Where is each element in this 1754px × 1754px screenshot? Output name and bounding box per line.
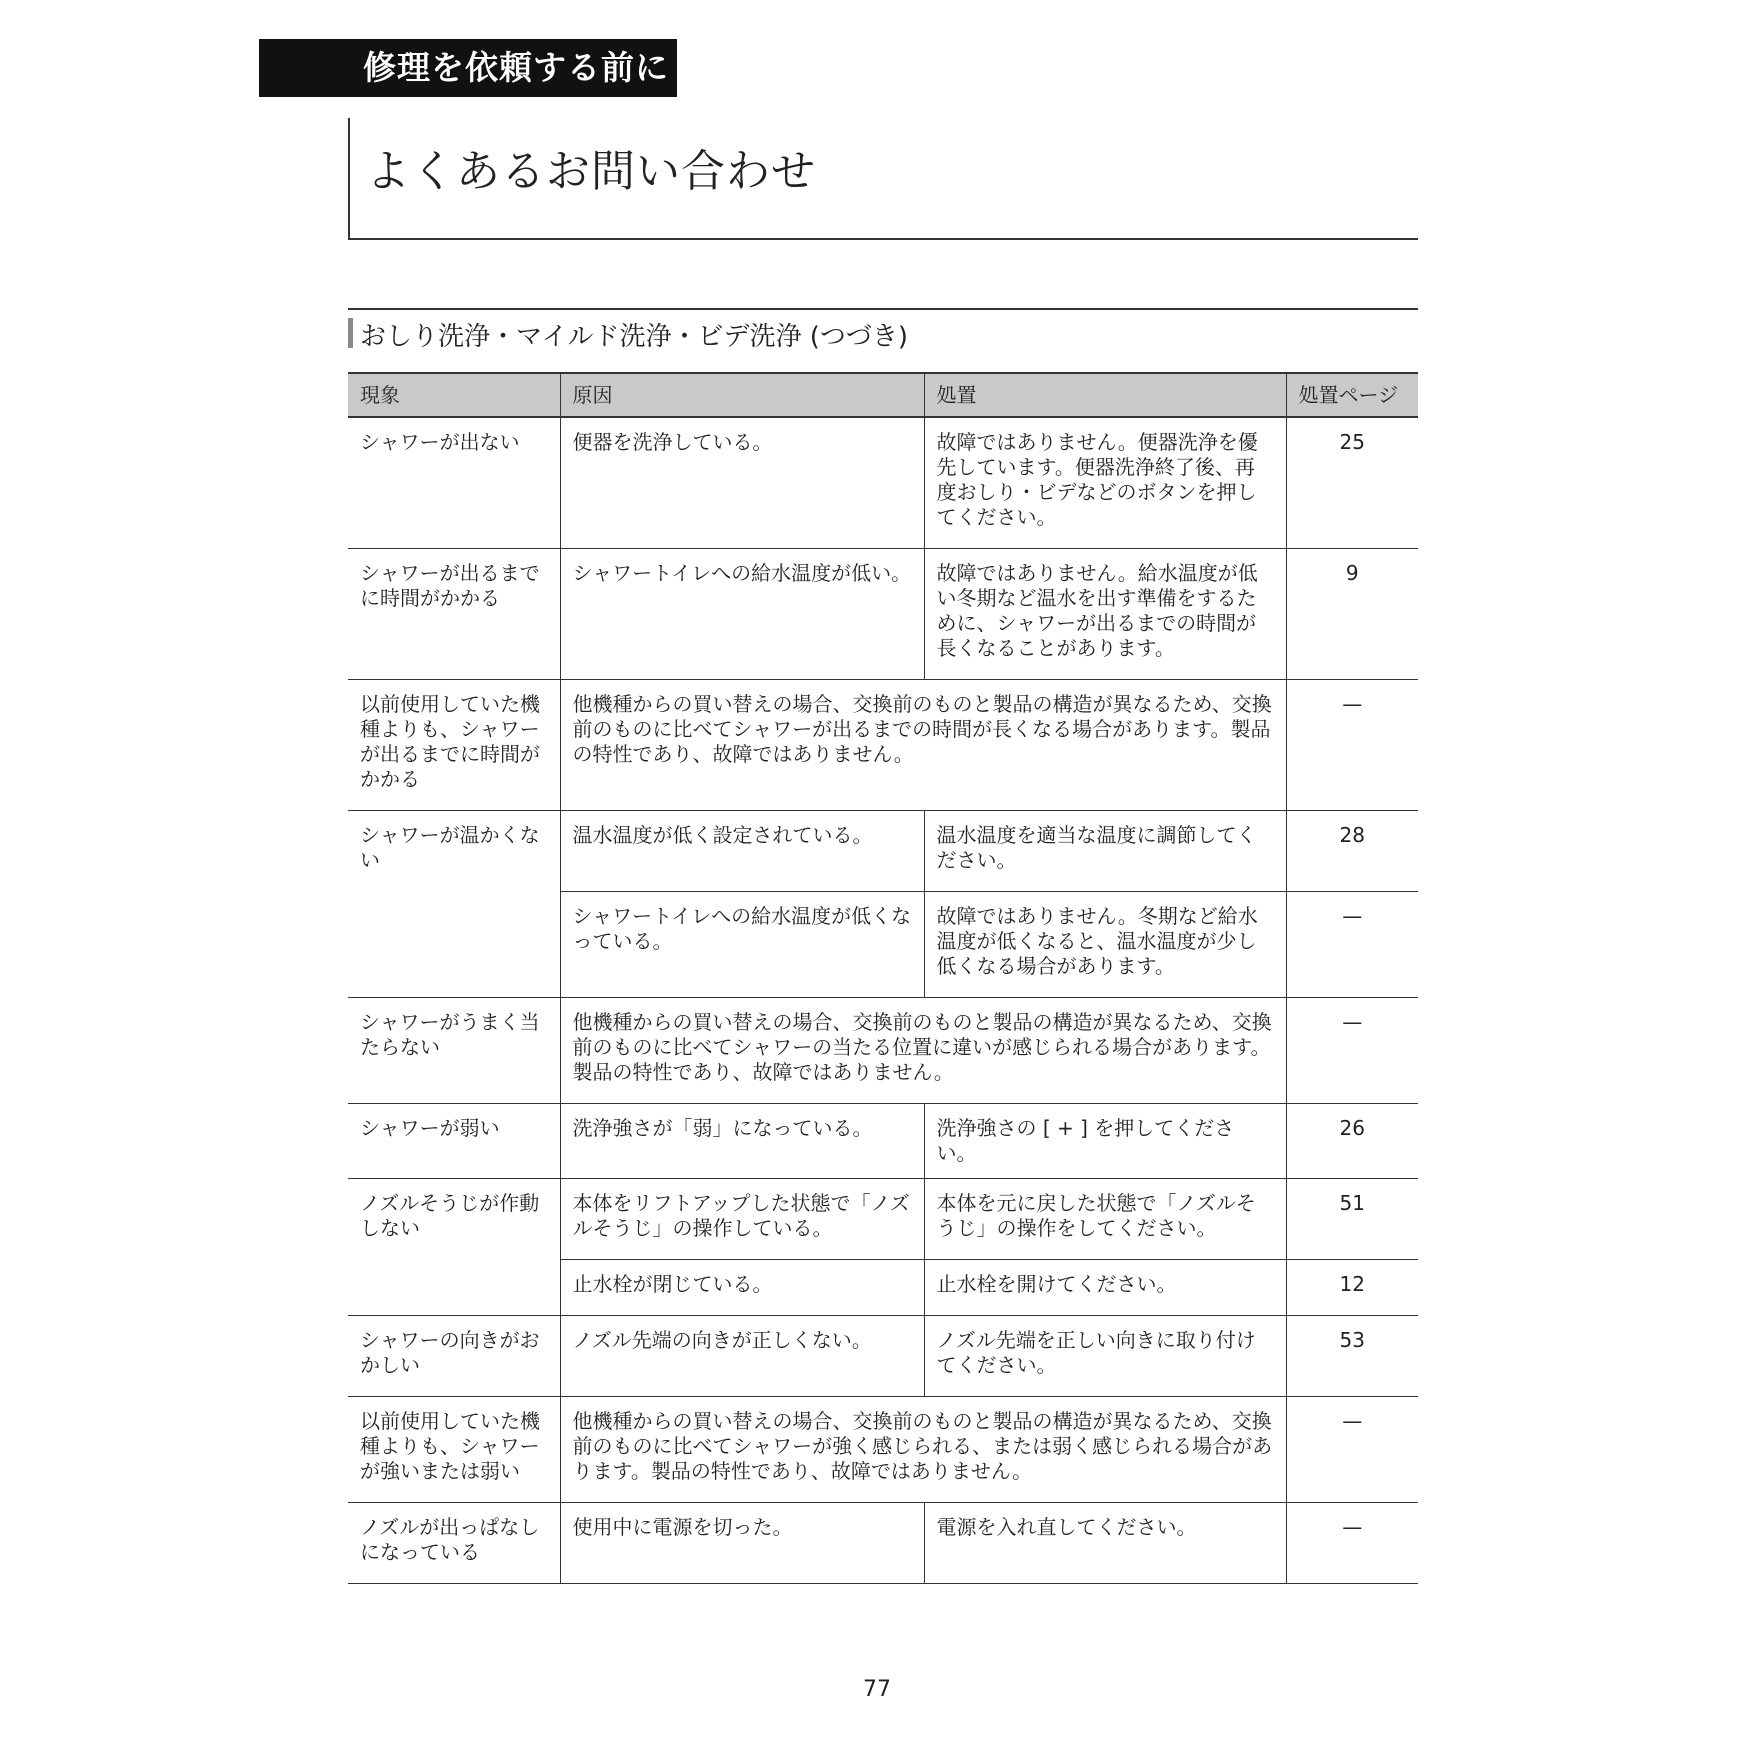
symptom-cell: ノズルそうじが作動しない (348, 1178, 560, 1315)
remedy-cell: 故障ではありません。便器洗浄を優先しています。便器洗浄終了後、再度おしり・ビデなどのボタンを押してください。 (924, 417, 1286, 548)
page-cell: — (1286, 891, 1418, 997)
section-title: おしり洗浄・マイルド洗浄・ビデ洗浄 (つづき) (360, 322, 909, 352)
cause-cell: ノズル先端の向きが正しくない。 (560, 1315, 924, 1396)
remedy-cell: 本体を元に戻した状態で「ノズルそうじ」の操作をしてください。 (924, 1178, 1286, 1259)
table-row (348, 1103, 1418, 1178)
remedy-cell: 温水温度を適当な温度に調節してください。 (924, 810, 1286, 891)
merged-cause-remedy-cell: 他機種からの買い替えの場合、交換前のものと製品の構造が異なるため、交換前のものに比べてシャワーが強く感じられる、または弱く感じられる場合があります。製品の特性であり、故障ではありません。 (560, 1396, 1286, 1502)
chapter-header-label: 修理を依頼する前に (363, 48, 669, 87)
header-page: 処置ページ (1286, 373, 1418, 417)
cause-cell: 温水温度が低く設定されている。 (560, 810, 924, 891)
symptom-cell: 以前使用していた機種よりも、シャワーが強いまたは弱い (348, 1396, 560, 1502)
chapter-header (259, 39, 677, 97)
symptom-cell: シャワーが出ない (348, 417, 560, 548)
symptom-cell: ノズルが出っぱなしになっている (348, 1502, 560, 1583)
symptom-cell: シャワーがうまく当たらない (348, 997, 560, 1103)
cause-cell: シャワートイレへの給水温度が低い。 (560, 548, 924, 679)
remedy-cell: 止水栓を開けてください。 (924, 1259, 1286, 1315)
page-cell: — (1286, 1396, 1418, 1502)
table-row (348, 548, 1418, 679)
page-cell: 26 (1286, 1103, 1418, 1178)
merged-cause-remedy-cell: 他機種からの買い替えの場合、交換前のものと製品の構造が異なるため、交換前のものに比べてシャワーが出るまでの時間が長くなる場合があります。製品の特性であり、故障ではありません。 (560, 679, 1286, 810)
header-symptom: 現象 (348, 373, 560, 417)
table-row (348, 1315, 1418, 1396)
symptom-cell: 以前使用していた機種よりも、シャワーが出るまでに時間がかかる (348, 679, 560, 810)
header-remedy: 処置 (924, 373, 1286, 417)
remedy-cell: 故障ではありません。給水温度が低い冬期など温水を出す準備をするために、シャワーが出るまでの時間が長くなることがあります。 (924, 548, 1286, 679)
symptom-cell: シャワーが弱い (348, 1103, 560, 1178)
symptom-cell: シャワーが出るまでに時間がかかる (348, 548, 560, 679)
table-row (348, 1502, 1418, 1583)
table-row (348, 417, 1418, 548)
page-cell: 25 (1286, 417, 1418, 548)
cause-cell: 洗浄強さが「弱」になっている。 (560, 1103, 924, 1178)
page-cell: — (1286, 679, 1418, 810)
table-header-row (348, 373, 1418, 417)
cause-cell: 便器を洗浄している。 (560, 417, 924, 548)
cause-cell: 使用中に電源を切った。 (560, 1502, 924, 1583)
cause-cell: シャワートイレへの給水温度が低くなっている。 (560, 891, 924, 997)
page-cell: 12 (1286, 1259, 1418, 1315)
remedy-cell: ノズル先端を正しい向きに取り付けてください。 (924, 1315, 1286, 1396)
header-cause: 原因 (560, 373, 924, 417)
remedy-cell: 電源を入れ直してください。 (924, 1502, 1286, 1583)
faq-table (348, 372, 1418, 1584)
remedy-cell: 故障ではありません。冬期など給水温度が低くなると、温水温度が少し低くなる場合があります。 (924, 891, 1286, 997)
title-block (348, 118, 1418, 240)
symptom-cell: シャワーの向きがおかしい (348, 1315, 560, 1396)
symptom-cell: シャワーが温かくない (348, 810, 560, 997)
table-row (348, 679, 1418, 810)
table-row (348, 1396, 1418, 1502)
page-cell: 53 (1286, 1315, 1418, 1396)
section-heading (348, 308, 1418, 352)
page-cell: 9 (1286, 548, 1418, 679)
table-row (348, 810, 1418, 891)
section-marker (348, 318, 353, 348)
page-cell: 28 (1286, 810, 1418, 891)
table-row (348, 1178, 1418, 1259)
cause-cell: 本体をリフトアップした状態で「ノズルそうじ」の操作している。 (560, 1178, 924, 1259)
page-cell: 51 (1286, 1178, 1418, 1259)
page-cell: — (1286, 997, 1418, 1103)
page-cell: — (1286, 1502, 1418, 1583)
page-title: よくあるお問い合わせ (366, 145, 816, 197)
remedy-cell: 洗浄強さの [ + ] を押してください。 (924, 1103, 1286, 1178)
merged-cause-remedy-cell: 他機種からの買い替えの場合、交換前のものと製品の構造が異なるため、交換前のものに比べてシャワーの当たる位置に違いが感じられる場合があります。製品の特性であり、故障ではありません。 (560, 997, 1286, 1103)
table-row (348, 997, 1418, 1103)
page-number: 77 (863, 1677, 891, 1702)
cause-cell: 止水栓が閉じている。 (560, 1259, 924, 1315)
